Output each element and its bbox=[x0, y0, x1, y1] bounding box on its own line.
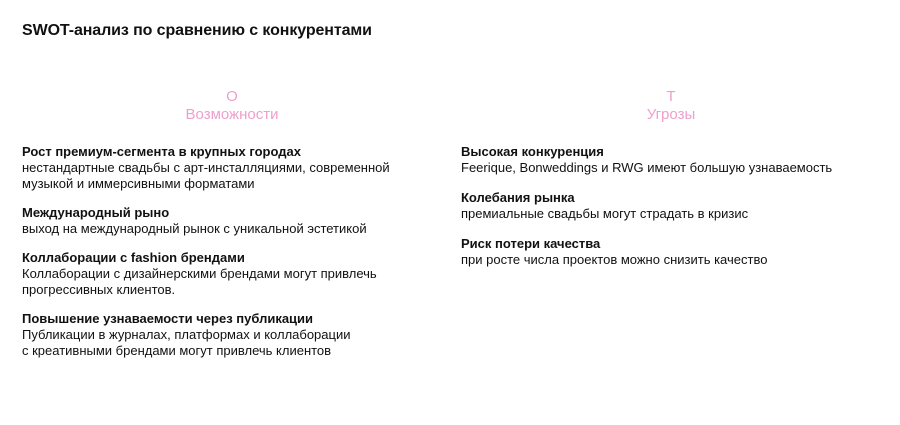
threat-item bbox=[461, 144, 881, 176]
opportunities-list bbox=[22, 144, 442, 372]
opportunity-text-line: Публикации в журналах, платформах и коллаборации bbox=[22, 327, 351, 342]
opportunity-title: Международный рыно bbox=[22, 205, 170, 220]
threat-text-line: Feerique, Bonweddings и RWG имеют большую узнаваемость bbox=[461, 160, 833, 175]
opportunity-text-line: с креативными брендами могут привлечь клиентов bbox=[22, 343, 332, 358]
page-title: SWOT-анализ по сравнению с конкурентами bbox=[22, 22, 372, 39]
threat-text-line: при росте числа проектов можно снизить качество bbox=[461, 252, 768, 267]
opportunity-title: Коллаборации с fashion брендами bbox=[22, 250, 245, 265]
opportunity-text-line: выход на международный рынок с уникальной эстетикой bbox=[22, 221, 367, 236]
opportunity-item bbox=[22, 311, 442, 359]
opportunity-title: Рост премиум-сегмента в крупных городах bbox=[22, 144, 301, 159]
threats-header bbox=[603, 88, 739, 124]
opportunity-item bbox=[22, 144, 442, 192]
opportunity-text-line: Коллаборации с дизайнерскими брендами могут привлечь bbox=[22, 266, 377, 281]
threat-item bbox=[461, 190, 881, 222]
threats-list bbox=[461, 144, 881, 282]
threat-item bbox=[461, 236, 881, 268]
opportunities-letter: O bbox=[226, 88, 238, 105]
opportunity-text-line: музыкой и иммерсивными форматами bbox=[22, 176, 255, 191]
threat-title: Колебания рынка bbox=[461, 190, 575, 205]
opportunities-heading: Возможности bbox=[185, 106, 279, 123]
threat-title: Высокая конкуренция bbox=[461, 144, 604, 159]
opportunity-item bbox=[22, 205, 442, 237]
opportunity-item bbox=[22, 250, 442, 298]
threats-letter: T bbox=[666, 88, 676, 105]
threats-heading: Угрозы bbox=[646, 106, 696, 123]
opportunities-header bbox=[164, 88, 300, 124]
opportunity-title: Повышение узнаваемости через публикации bbox=[22, 311, 314, 326]
threat-title: Риск потери качества bbox=[461, 236, 601, 251]
opportunity-text-line: нестандартные свадьбы с арт-инсталляциями, современной bbox=[22, 160, 390, 175]
threat-text-line: премиальные свадьбы могут страдать в кризис bbox=[461, 206, 749, 221]
opportunity-text-line: прогрессивных клиентов. bbox=[22, 282, 176, 297]
